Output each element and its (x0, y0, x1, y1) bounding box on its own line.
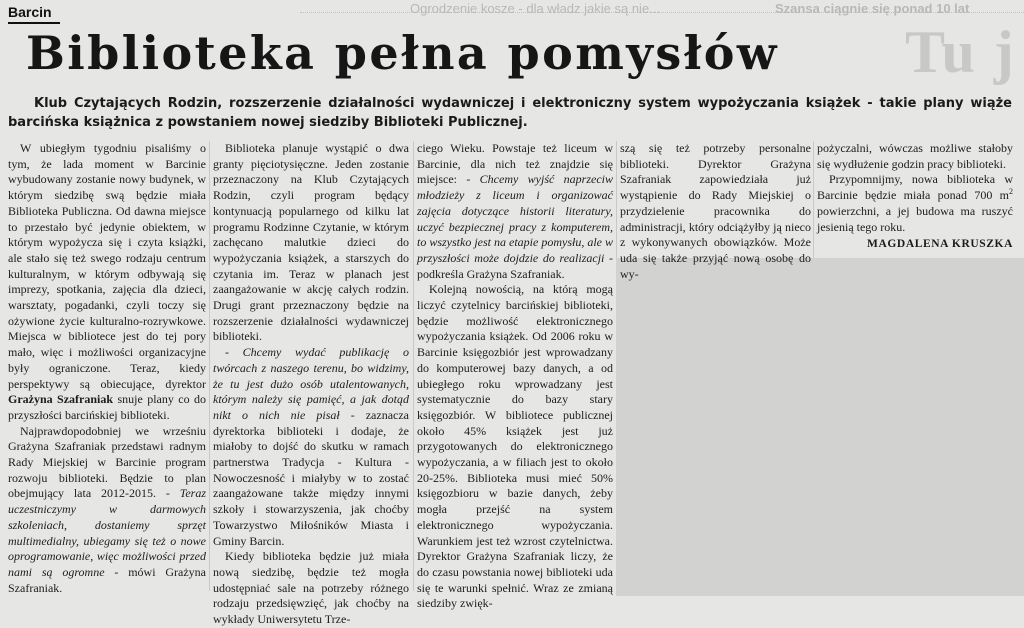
blank-layout-area (616, 258, 1024, 596)
person-name: Grażyna Szafraniak (8, 392, 114, 407)
article-column-5 (817, 141, 1013, 235)
paragraph: szą się też potrzeby personalne biblioteki. Dyrektor Grażyna Szafraniak zapowiedziała już wystąpienie do Rady Miejskiej o przydzielenie pracownika do administracji, który odciążyłby ją nieco z wykonywanych obowiązków. Może uda się także przyjąć nową osobę do wy- (620, 141, 811, 281)
ghost-heading-left: Ogrodzenie kosze - dla władz jakie są nie... (410, 1, 661, 16)
quote-text: Chcemy wydać publikację o twórcach z naszego terenu, bo widzimy, że tu jest dużo osób utalentowanych, którym należy się pamięć, a jak dotąd nikt o nich nie pisał (213, 345, 409, 422)
paragraph (213, 345, 409, 549)
paragraph: Kiedy biblioteka będzie już miała nową siedzibę, będzie też mogła udostępniać sale na potrzeby różnego rodzaju przedsięwzięć, jak choćby na wykłady Uniwersytetu Trze- (213, 549, 409, 627)
quote-text: Chcemy wyjść naprzeciw młodzieży z liceum i organizować zajęcia dotyczące historii literatury, uczyć bezpiecznej pracy z komputerem, to wszystko jest na etapie pomysłu, ale w przyszłości może dojdzie do realizacji (417, 172, 613, 265)
article-column-4 (620, 141, 811, 282)
paragraph-text: Przypomnijmy, nowa biblioteka w Barcinie będzie miała ponad 700 m (817, 172, 1013, 203)
article-lead: Klub Czytających Rodzin, rozszerzenie działalności wydawniczej i elektroniczny system wypożyczania książek - takie plany wiąże barcińska książnica z powstaniem nowej siedziby Biblioteki Publicznej. (8, 96, 1012, 130)
paragraph-text: W ubiegłym tygodniu pisaliśmy o tym, że lada moment w Barcinie wybudowany zostanie nowy budynek, w którym siedzibę swą będzie miała Biblioteka Publiczna. Od dawna miejsce to przestało być jedynie obiektem, w którym wypożycza się i czyta książki, ale stało się też swego rodzaju centrum kulturalnym, w którym odbywają się imprezy, spotkania, zajęcia dla dzieci, warsztaty, pogadanki, czyli toczy się ożywione życie kulturalno-rozrywkowe. Miejsca w bibliotece jest do tej pory mało, więc i możliwości organizacyjne były ograniczone. Teraz, kiedy perspektywy są obiecujące, dyrektor (8, 141, 206, 391)
paragraph (417, 141, 613, 282)
paragraph-text: - zaznacza dyrektorka biblioteki i dodaje, że miałoby to dojść do skutku w ramach partnerstwa Tradycja - Kultura - Nowoczesność i miałyby w to zostać zaangażowane także między innymi szkoły i stowarzyszenia, jak choćby Towarzystwo Miłośników Miasta i Gminy Barcin. (213, 407, 410, 548)
section-underline (8, 22, 60, 24)
paragraph-text: - (225, 345, 243, 360)
article-headline: Biblioteka pełna pomysłów (26, 26, 779, 80)
paragraph-text: ciego Wieku. Powstaje też liceum w Barcinie, dla nich też znajdzie się miejsce: - (417, 141, 613, 187)
column-divider (209, 141, 210, 591)
paragraph (817, 172, 1013, 235)
author-byline: MAGDALENA KRUSZKA (867, 238, 1013, 250)
section-label: Barcin (8, 4, 52, 20)
column-divider (413, 141, 414, 591)
paragraph-text: snuje plany co do przyszłości barcińskiej biblioteki. (8, 392, 206, 422)
ghost-large-heading: Tu j (905, 19, 1016, 85)
article-column-1 (8, 141, 206, 596)
paragraph (8, 424, 206, 597)
paragraph (8, 141, 206, 424)
paragraph-text: powierzchni, a jej budowa ma ruszyć jesienią tego roku. (817, 203, 1013, 234)
paragraph-text: - mówi Grażyna Szafraniak. (8, 564, 206, 595)
paragraph: Kolejną nowością, na którą mogą liczyć czytelnicy barcińskiej biblioteki, będzie możliwość elektronicznego wypożyczania książek. Od 2006 roku w Barcinie księgozbiór jest wprowadzany do komputerowej bazy danych, a od ubiegłego roku wprowadzany jest systematycznie do bazy stary księgozbiór. W bibliotece publicznej około 45% książek jest już przygotowanych do elektronicznego wypożyczania, a w filiach jest to około 20-25%. Biblioteka musi mieć 50% księgozbioru w bazie danych, żeby mogła przejść na system elektronicznego wypożyczania. Warunkiem jest też wzrost czytelnictwa. Dyrektor Grażyna Szafraniak liczy, że do czasu powstania nowej biblioteki uda się te warunki spełnić. Wraz ze zmianą siedziby zwięk- (417, 282, 613, 611)
paragraph-text: - podkreśla Grażyna Szafraniak. (417, 250, 613, 281)
bleed-through-header (0, 0, 1024, 22)
paragraph-text: Najprawdopodobniej we wrześniu Grażyna Szafraniak przedstawi radnym Rady Miejskiej w Barcinie program rozwoju biblioteki. Będzie to plan obejmujący lata 2012-2015. - (8, 423, 206, 501)
article-column-2 (213, 141, 409, 628)
paragraph: Biblioteka planuje wystąpić o dwa granty pięciotysięczne. Jeden zostanie przeznaczony na Klub Czytających Rodzin, czyli program będący kontynuacją popularnego od kilku lat programu Rodzinne Czytanie, w którym zachęcano malutkie dzieci do wypożyczania książek, a starszych do czytania im. Teraz w planach jest zaangażowanie w akcję całych rodzin. Drugi grant przeznaczony będzie na rozszerzenie działalności wydawniczej biblioteki. (213, 141, 409, 344)
superscript: 2 (1009, 187, 1013, 197)
paragraph: pożyczalni, wówczas możliwe stałoby się wydłużenie godzin pracy biblioteki. (817, 141, 1013, 171)
article-column-3 (417, 141, 613, 612)
quote-text: Teraz uczestniczymy w darmowych szkoleniach, dostaniemy sprzęt multimedialny, ubiegamy się też o nowe oprogramowanie, więc możliwości przed nami są ogromne (8, 486, 206, 579)
ghost-heading-right: Szansa ciągnie się ponad 10 lat (775, 1, 970, 16)
